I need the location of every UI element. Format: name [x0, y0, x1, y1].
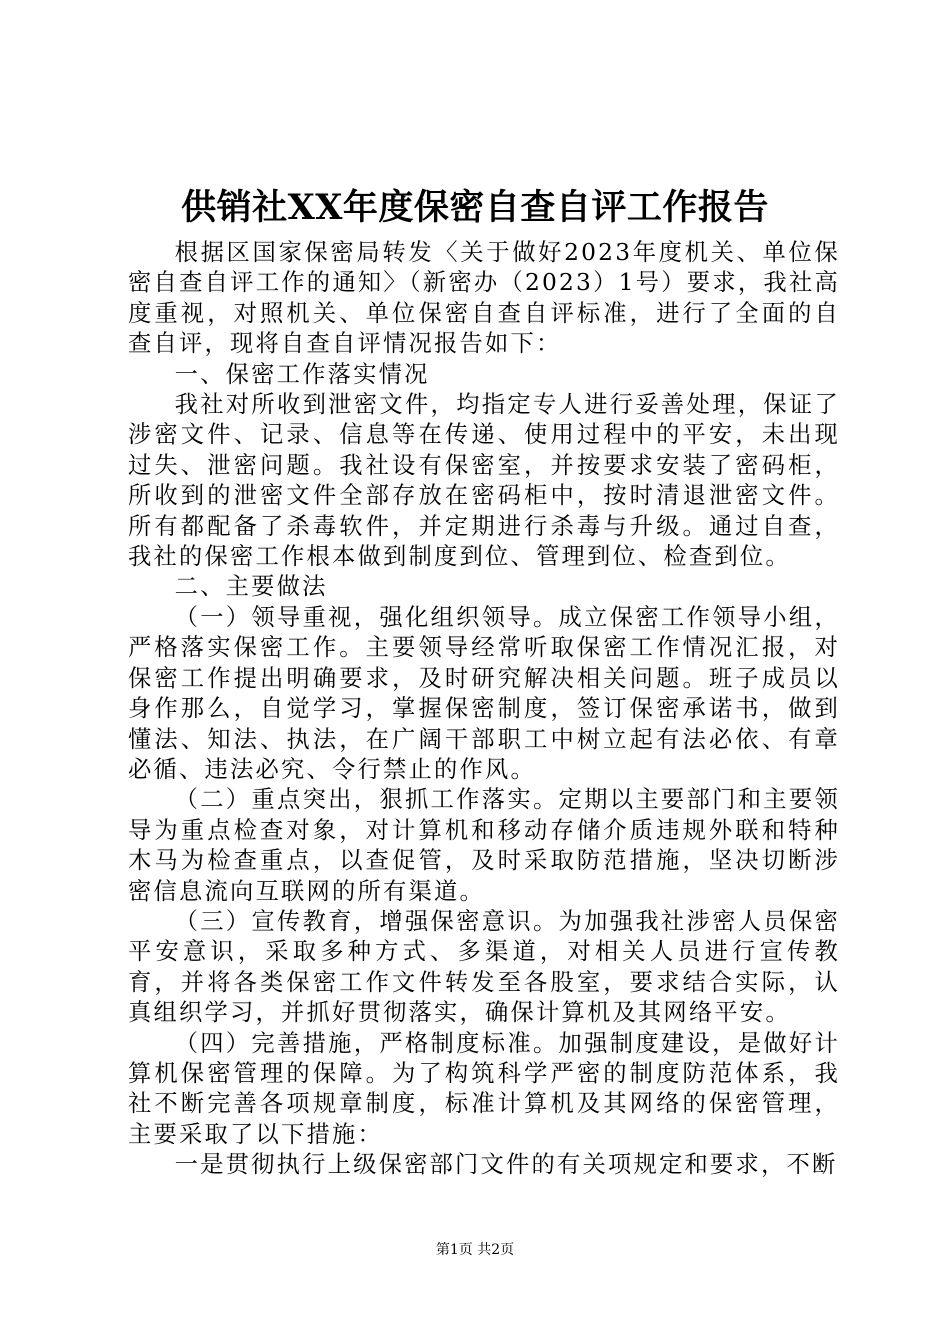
page-footer: 第1页 共2页 [435, 1242, 515, 1258]
document-body [128, 238, 840, 1181]
paragraph-item-2: （二）重点突出，狠抓工作落实。定期以主要部门和主要领导为重点检查对象，对计算机和移动存储介质违规外联和特种木马为检查重点，以查促管，及时采取防范措施，坚决切断涉密信息流向互联网的所有渠道。 [128, 786, 840, 905]
section-heading-1: 一、保密工作落实情况 [174, 360, 430, 388]
document-title: 供销社XX年度保密自查自评工作报告 [181, 187, 769, 228]
paragraph-intro: 根据区国家保密局转发〈关于做好2023年度机关、单位保密自查自评工作的通知〉（新密办（2023）1号）要求，我社高度重视，对照机关、单位保密自查自评标准，进行了全面的自查自评，现将自查自评情况报告如下： [128, 239, 840, 358]
paragraph-item-3: （三）宣传教育，增强保密意识。为加强我社涉密人员保密平安意识，采取多种方式、多渠道，对相关人员进行宣传教育，并将各类保密工作文件转发至各股室，要求结合实际，认真组织学习，并抓好贯彻落实，确保计算机及其网络平安。 [128, 907, 840, 1027]
section-heading-2: 二、主要做法 [174, 573, 328, 601]
paragraph-section-1: 我社对所收到泄密文件，均指定专人进行妥善处理，保证了涉密文件、记录、信息等在传递、使用过程中的平安，未出现过失、泄密问题。我社设有保密室，并按要求安装了密码柜，所收到的泄密文件全部存放在密码柜中，按时清退泄密文件。所有都配备了杀毒软件，并定期进行杀毒与升级。通过自查，我社的保密工作根本做到制度到位、管理到位、检查到位。 [128, 391, 840, 571]
paragraph-item-4: （四）完善措施，严格制度标准。加强制度建设，是做好计算机保密管理的保障。为了构筑科学严密的制度防范体系，我社不断完善各项规章制度，标准计算机及其网络的保密管理，主要采取了以下措施： [128, 1029, 840, 1148]
paragraph-item-1: （一）领导重视，强化组织领导。成立保密工作领导小组，严格落实保密工作。主要领导经常听取保密工作情况汇报，对保密工作提出明确要求，及时研究解决相关问题。班子成员以身作那么，自觉学习，掌握保密制度，签订保密承诺书，做到懂法、知法、执法，在广阔干部职工中树立起有法必依、有章必循、违法必究、令行禁止的作风。 [128, 603, 840, 783]
paragraph-measure-1: 一是贯彻执行上级保密部门文件的有关项规定和要求，不断 [174, 1151, 838, 1179]
